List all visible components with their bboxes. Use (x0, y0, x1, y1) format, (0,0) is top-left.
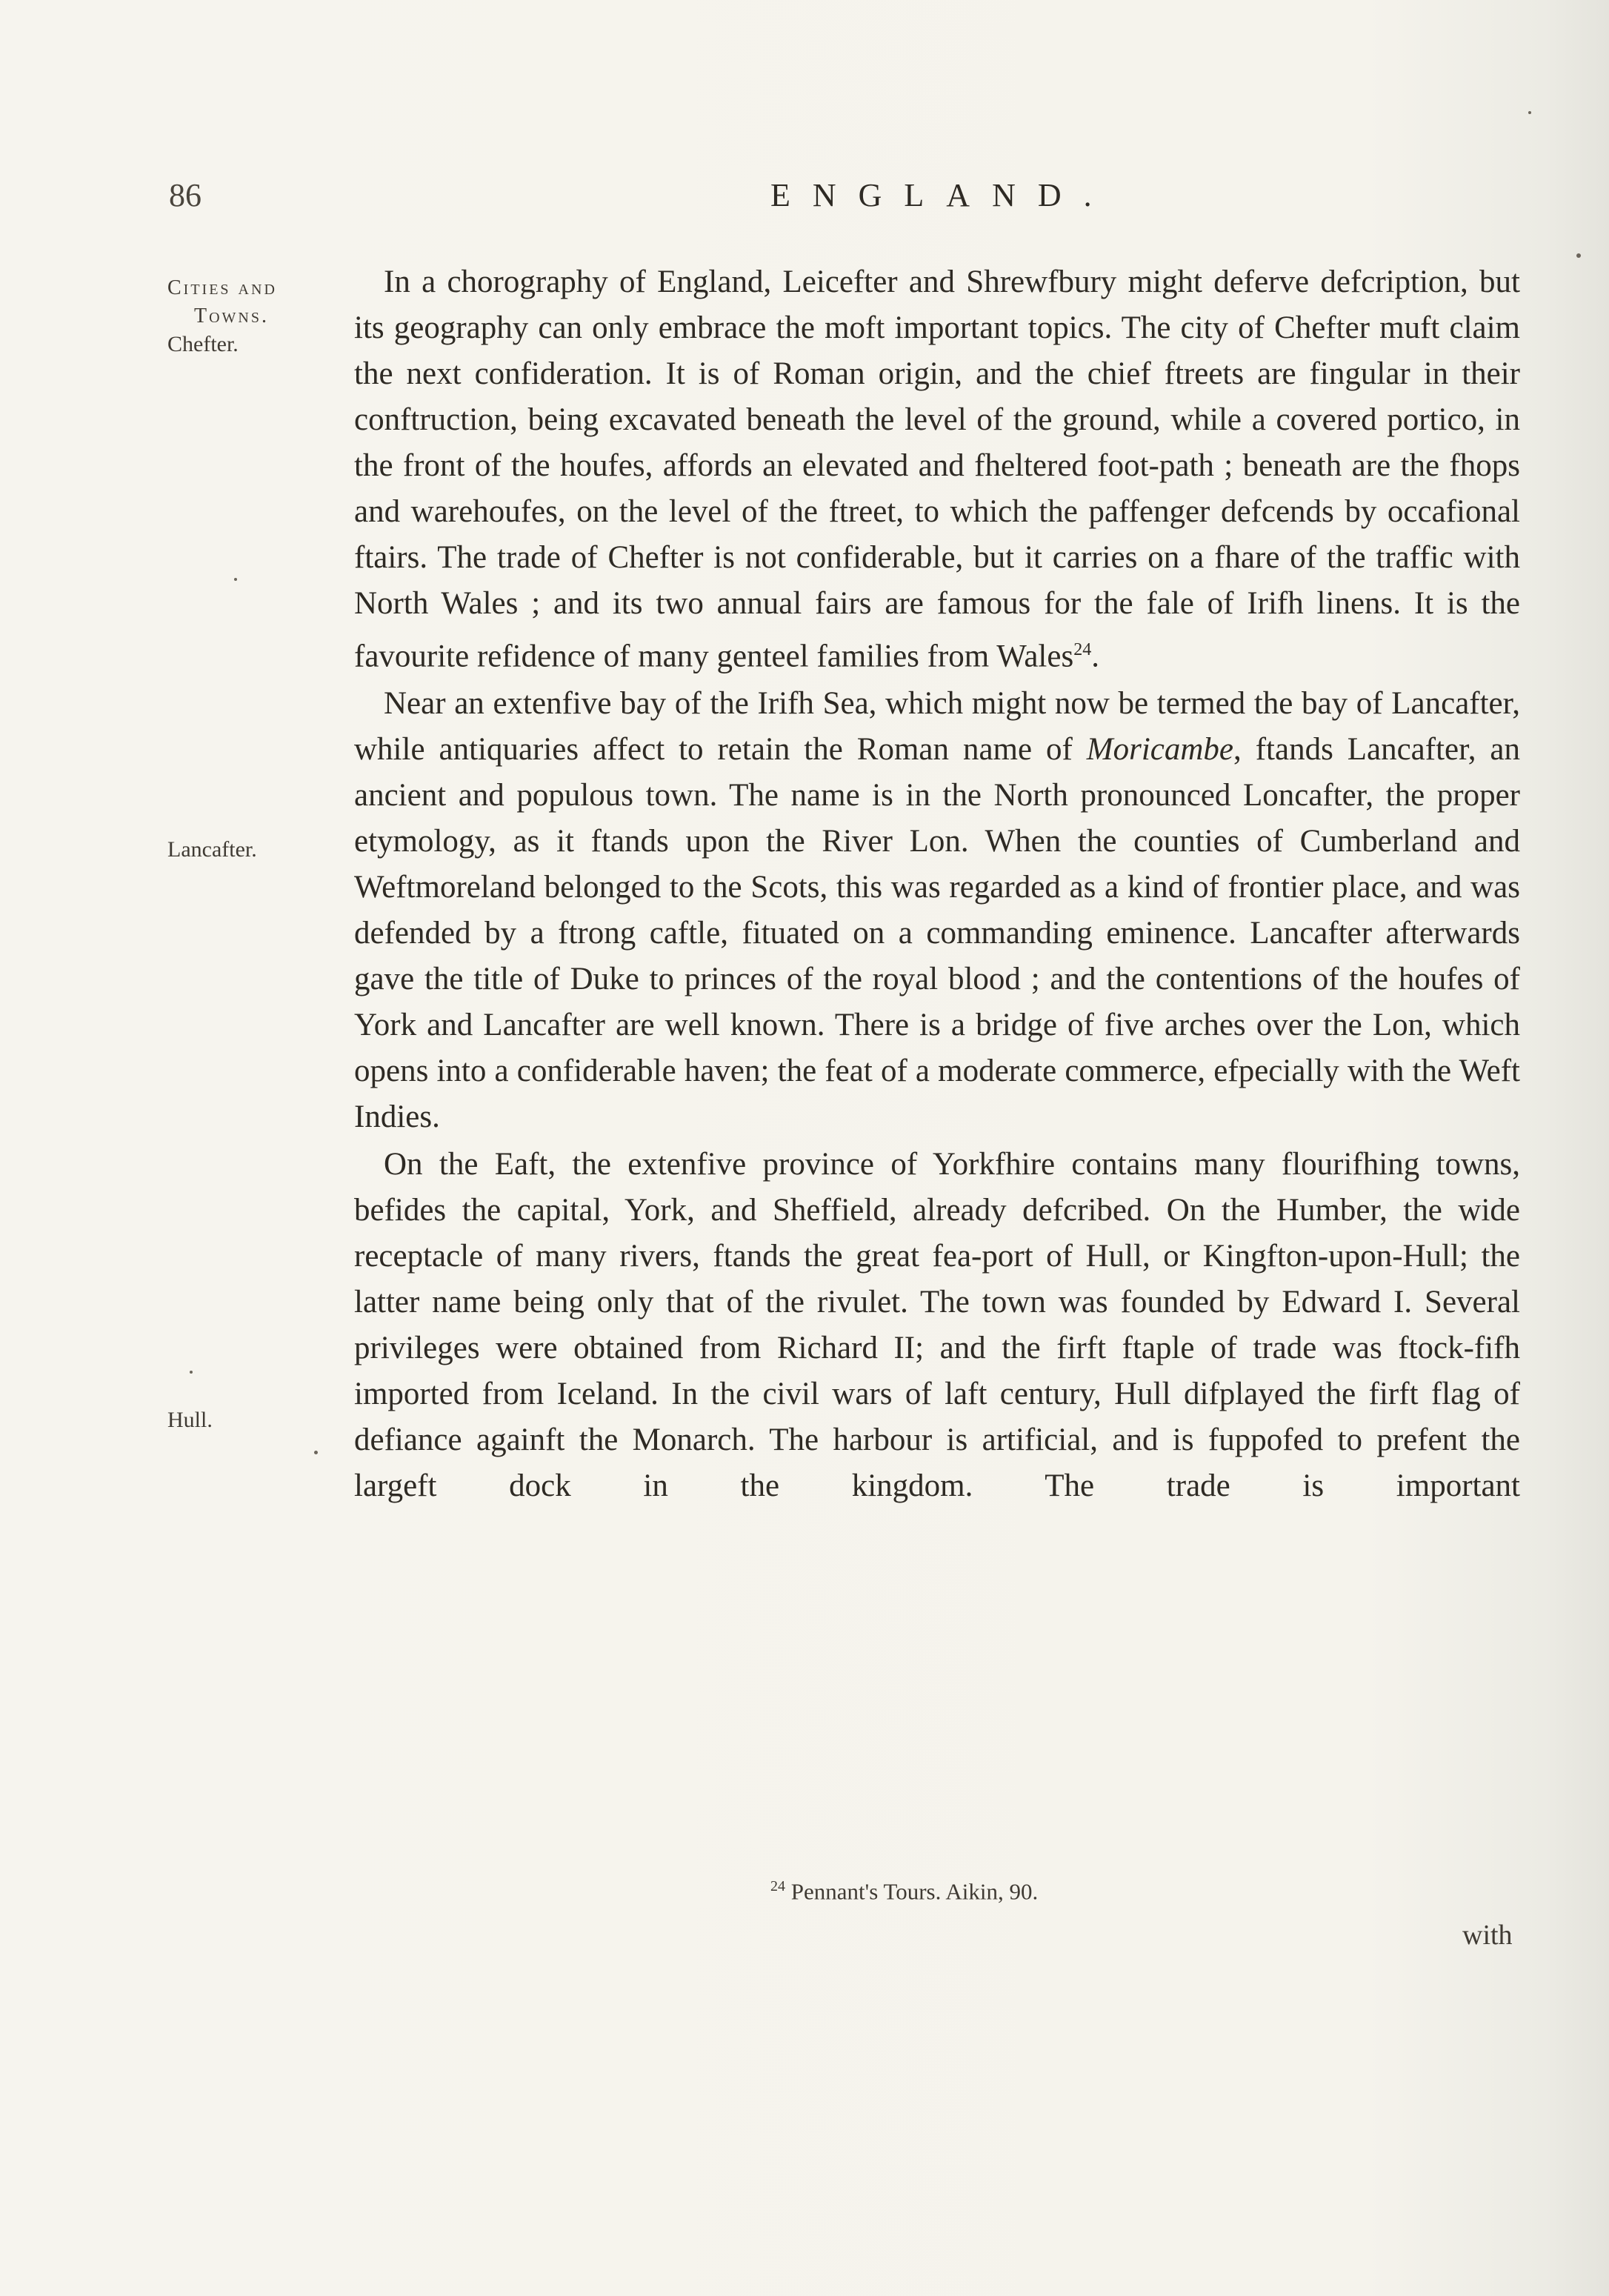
catchword: with (1462, 1920, 1513, 1951)
ink-speck (234, 578, 237, 581)
footnote-marker: 24 (770, 1878, 785, 1894)
running-title: ENGLAND. (770, 177, 1114, 213)
paragraph-chester-end: . (1091, 639, 1099, 674)
ink-speck (1528, 111, 1531, 114)
paragraph-lancaster (354, 681, 1520, 1140)
paragraph-hull-text: On the Eaft, the extenfive province of Yorkfhire contains many flourifhing towns, befides the capital, York, and Sheffield, already defcribed. On the Humber, the wide receptacle of many rivers, ftands the great fea-port of Hull, or Kingfton-upon-Hull; the latter name being only that of the rivulet. The town was founded by Edward I. Several privileges were obtained from Richard II; and the firft ftaple of trade was ftock-fifh imported from Iceland. In the civil wars of laft century, Hull difplayed the firft flag of defiance againft the Monarch. The harbour is artificial, and is fuppofed to prefent the largeft dock in the kingdom. The trade is important (354, 1147, 1520, 1504)
body-text (354, 259, 1520, 1509)
ink-speck (1576, 253, 1581, 258)
footnote-text: Pennant's Tours. Aikin, 90. (790, 1878, 1039, 1905)
margin-note-chester: Chefter. (167, 332, 239, 356)
paragraph-lancaster-text-b: , ftands Lancafter, an ancient and populous town. The name is in the North pronounced Loncafter, the proper etymology, as it ftands upon the River Lon. When the counties of Cumberland and Weftmoreland belonged to the Scots, this was regarded as a kind of frontier place, and was defended by a ftrong caftle, fituated on a commanding eminence. Lancafter afterwards gave the title of Duke to princes of the royal blood ; and the contentions of the houfes of York and Lancafter are well known. There is a bridge of five arches over the Lon, which opens into a confiderable haven; the feat of a moderate commerce, efpecially with the Weft Indies. (354, 732, 1520, 1135)
footnote-reference: 24 (1073, 640, 1092, 659)
paragraph-lancaster-italic: Moricambe (1086, 732, 1234, 768)
margin-note-lancaster: Lancafter. (167, 837, 257, 862)
paragraph-hull (354, 1142, 1520, 1509)
margin-note-cities-line2: Towns. (194, 305, 269, 327)
margin-note-cities-line1: Cities and (167, 276, 277, 299)
paragraph-chester-text: In a chorography of England, Leicefter and Shrewfbury might deferve defcription, but its geography can only embrace the moft important topics. The city of Chefter muft claim the next confideration. It is of Roman origin, and the chief ftreets are fingular in their conftruction, being excavated beneath the level of the ground, while a covered portico, in the front of the houfes, affords an elevated and fheltered foot-path ; beneath are the fhops and warehoufes, on the level of the ftreet, to which the paffenger defcends by occafional ftairs. The trade of Chefter is not confiderable, but it carries on a fhare of the traffic with North Wales ; and its two annual fairs are famous for the fale of Irifh linens. It is the favourite refidence of many genteel families from Wales (354, 264, 1520, 674)
ink-speck (190, 1371, 193, 1374)
margin-note-hull: Hull. (167, 1408, 213, 1432)
margin-note-cities (167, 274, 338, 359)
running-head (0, 176, 1609, 228)
page-number: 86 (169, 177, 201, 213)
paragraph-chester (354, 259, 1520, 679)
paragraph-lancaster-text-a: Near an extenfive bay of the Irifh Sea, which might now be termed the bay of Lancafter, while antiquaries affect to retain the Roman name of (354, 686, 1520, 768)
footnote (770, 1878, 1038, 1905)
ink-speck (314, 1451, 318, 1454)
